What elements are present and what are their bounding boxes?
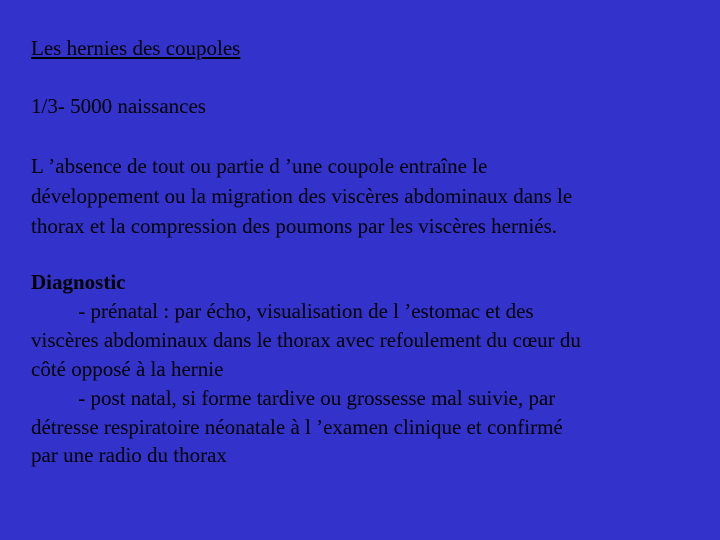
frequency-text: 1/3- 5000 naissances (31, 94, 206, 118)
description-line: thorax et la compression des poumons par les viscères herniés. (31, 214, 558, 238)
description-line: L ’absence de tout ou partie d ’une coupole entraîne le (31, 154, 488, 178)
diagnostic-line: - post natal, si forme tardive ou grossesse mal suivie, par (31, 386, 556, 410)
diagnostic-line: viscères abdominaux dans le thorax avec refoulement du cœur du (31, 328, 581, 352)
description-line: développement ou la migration des viscères abdominaux dans le (31, 184, 573, 208)
diagnostic-line: côté opposé à la hernie (31, 357, 224, 381)
diagnostic-line: - prénatal : par écho, visualisation de l ’estomac et des (31, 299, 534, 323)
diagnostic-heading: Diagnostic (31, 270, 126, 294)
diagnostic-line: par une radio du thorax (31, 443, 227, 467)
slide-title: Les hernies des coupoles (31, 36, 241, 60)
diagnostic-line: détresse respiratoire néonatale à l ’examen clinique et confirmé (31, 415, 563, 439)
